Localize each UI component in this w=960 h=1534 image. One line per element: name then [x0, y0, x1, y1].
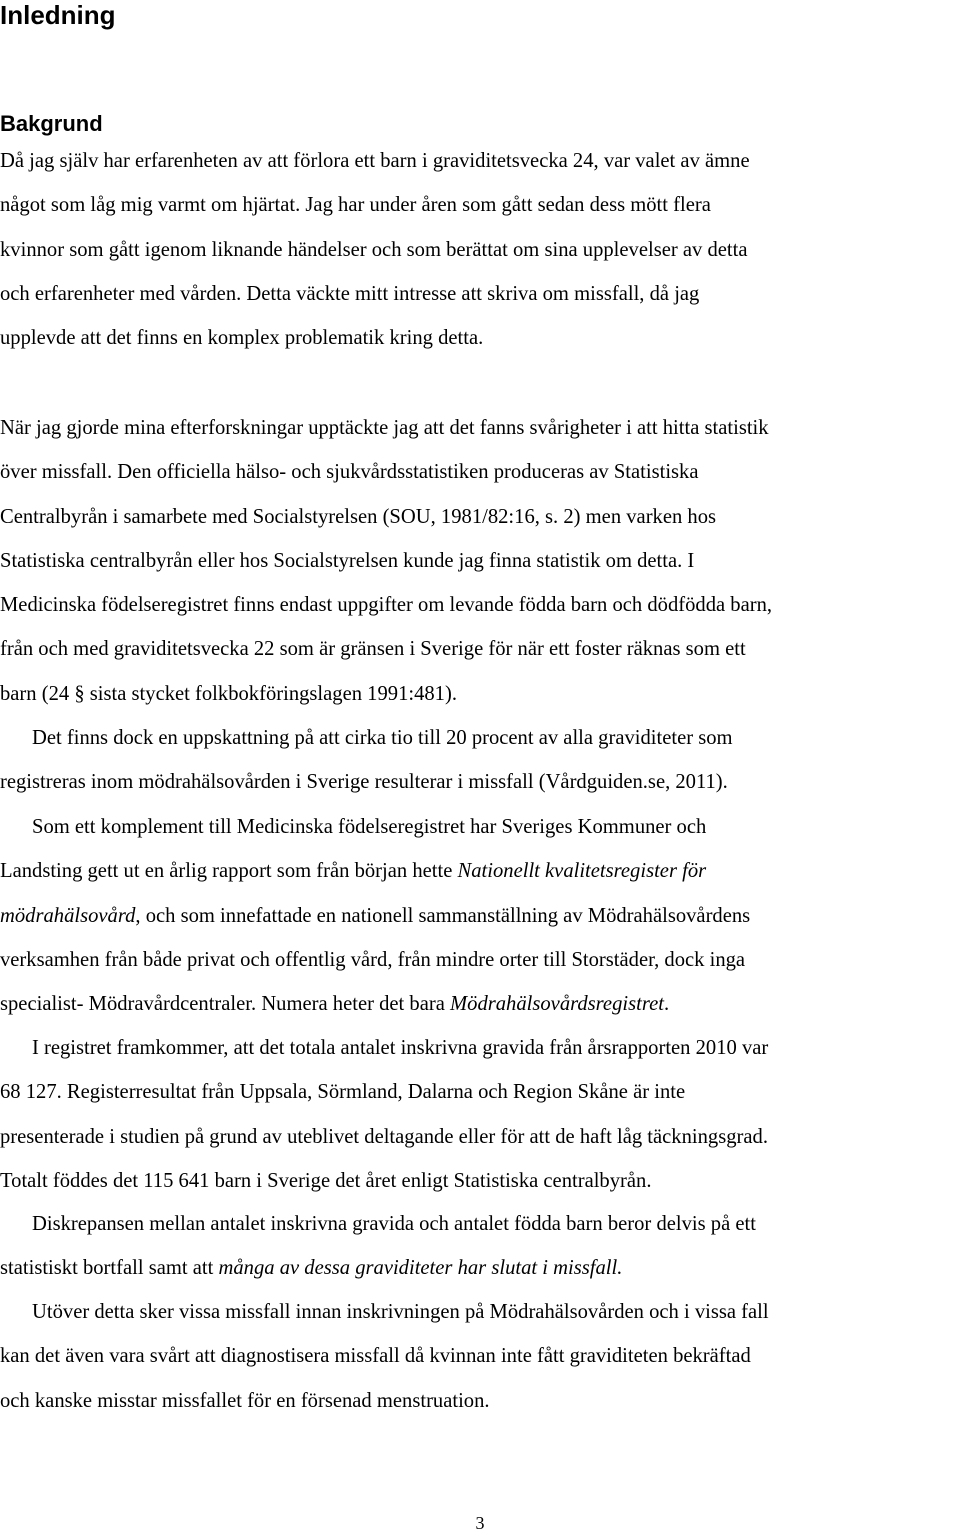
text-line: kvinnor som gått igenom liknande händelser och som berättat om sina upplevelser av detta — [0, 238, 748, 261]
text-run: Landsting gett ut en årlig rapport som från början hette — [0, 860, 458, 883]
text-line: barn (24 § sista stycket folkbokföringslagen 1991:481). — [0, 682, 457, 705]
emphasized-title: Nationellt kvalitetsregister för — [457, 860, 707, 883]
emphasized-text: många av dessa graviditeter har slutat i missfall. — [218, 1257, 623, 1280]
emphasized-title: Mödrahälsovårdsregistret — [450, 993, 664, 1016]
paragraph-6 — [0, 1202, 960, 1291]
text-line: upplevde att det finns en komplex problematik kring detta. — [0, 327, 484, 350]
text-line: När jag gjorde mina efterforskningar upptäckte jag att det fanns svårigheter i att hitta statistik — [0, 417, 769, 439]
text-line — [0, 894, 960, 938]
text-line: I registret framkommer, att det totala antalet inskrivna gravida från årsrapporten 2010 var — [32, 1037, 769, 1059]
text-line: Det finns dock en uppskattning på att cirka tio till 20 procent av alla graviditeter som — [32, 727, 733, 749]
text-run: specialist- Mödravårdcentraler. Numera heter det bara — [0, 993, 450, 1016]
paragraph-4 — [0, 805, 960, 1026]
text-line: från och med graviditetsvecka 22 som är gränsen i Sverige för när ett foster räknas som ett — [0, 638, 746, 661]
text-line: och kanske misstar missfallet för en försenad menstruation. — [0, 1389, 490, 1412]
text-run: statistiskt bortfall samt att — [0, 1257, 219, 1280]
text-line: 68 127. Registerresultat från Uppsala, Sörmland, Dalarna och Region Skåne är inte — [0, 1081, 686, 1104]
text-line — [0, 849, 960, 893]
page-number: 3 — [475, 1513, 485, 1533]
text-line: över missfall. Den officiella hälso- och sjukvårdsstatistiken produceras av Statistiska — [0, 461, 699, 484]
text-line: kan det även vara svårt att diagnostisera missfall då kvinnan inte fått graviditeten bekräftad — [0, 1345, 751, 1368]
paragraph-1 — [0, 139, 960, 360]
paragraph-3 — [0, 716, 960, 805]
text-line: något som låg mig varmt om hjärtat. Jag har under åren som gått sedan dess mött flera — [0, 194, 711, 217]
emphasized-title: mödrahälsovård — [0, 904, 136, 927]
text-line — [0, 1246, 960, 1290]
text-line: Utöver detta sker vissa missfall innan inskrivningen på Mödrahälsovården och i vissa fall — [32, 1301, 769, 1323]
text-run: , och som innefattade en nationell sammanställning av Mödrahälsovårdens — [135, 904, 751, 927]
page-heading: Inledning — [0, 0, 116, 30]
text-line: Diskrepansen mellan antalet inskrivna gravida och antalet födda barn beror delvis på ett — [32, 1213, 756, 1235]
text-line: Centralbyrån i samarbete med Socialstyrelsen (SOU, 1981/82:16, s. 2) men varken hos — [0, 505, 717, 528]
paragraph-2 — [0, 406, 960, 716]
paragraph-7 — [0, 1290, 960, 1423]
text-line: Statistiska centralbyrån eller hos Socialstyrelsen kunde jag finna statistik om detta. I — [0, 549, 695, 572]
text-line: registreras inom mödrahälsovården i Sverige resulterar i missfall (Vårdguiden.se, 2011). — [0, 771, 728, 794]
text-line: Medicinska födelseregistret finns endast uppgifter om levande födda barn och dödfödda barn, — [0, 594, 773, 617]
text-line: och erfarenheter med vården. Detta väckte mitt intresse att skriva om missfall, då jag — [0, 282, 700, 305]
paragraph-5 — [0, 1026, 960, 1203]
text-line: presenterade i studien på grund av uteblivet deltagande eller för att de haft låg täckningsgrad. — [0, 1125, 768, 1148]
text-line: Då jag själv har erfarenheten av att förlora ett barn i graviditetsvecka 24, var valet av ämne — [0, 150, 750, 172]
text-line: verksamhen från både privat och offentlig vård, från mindre orter till Storstäder, dock inga — [0, 948, 746, 971]
section-heading: Bakgrund — [0, 111, 103, 136]
text-line — [0, 982, 960, 1026]
text-run: . — [663, 993, 670, 1016]
text-line: Som ett komplement till Medicinska födelseregistret har Sveriges Kommuner och — [32, 816, 707, 838]
text-line: Totalt föddes det 115 641 barn i Sverige det året enligt Statistiska centralbyrån. — [0, 1169, 652, 1192]
